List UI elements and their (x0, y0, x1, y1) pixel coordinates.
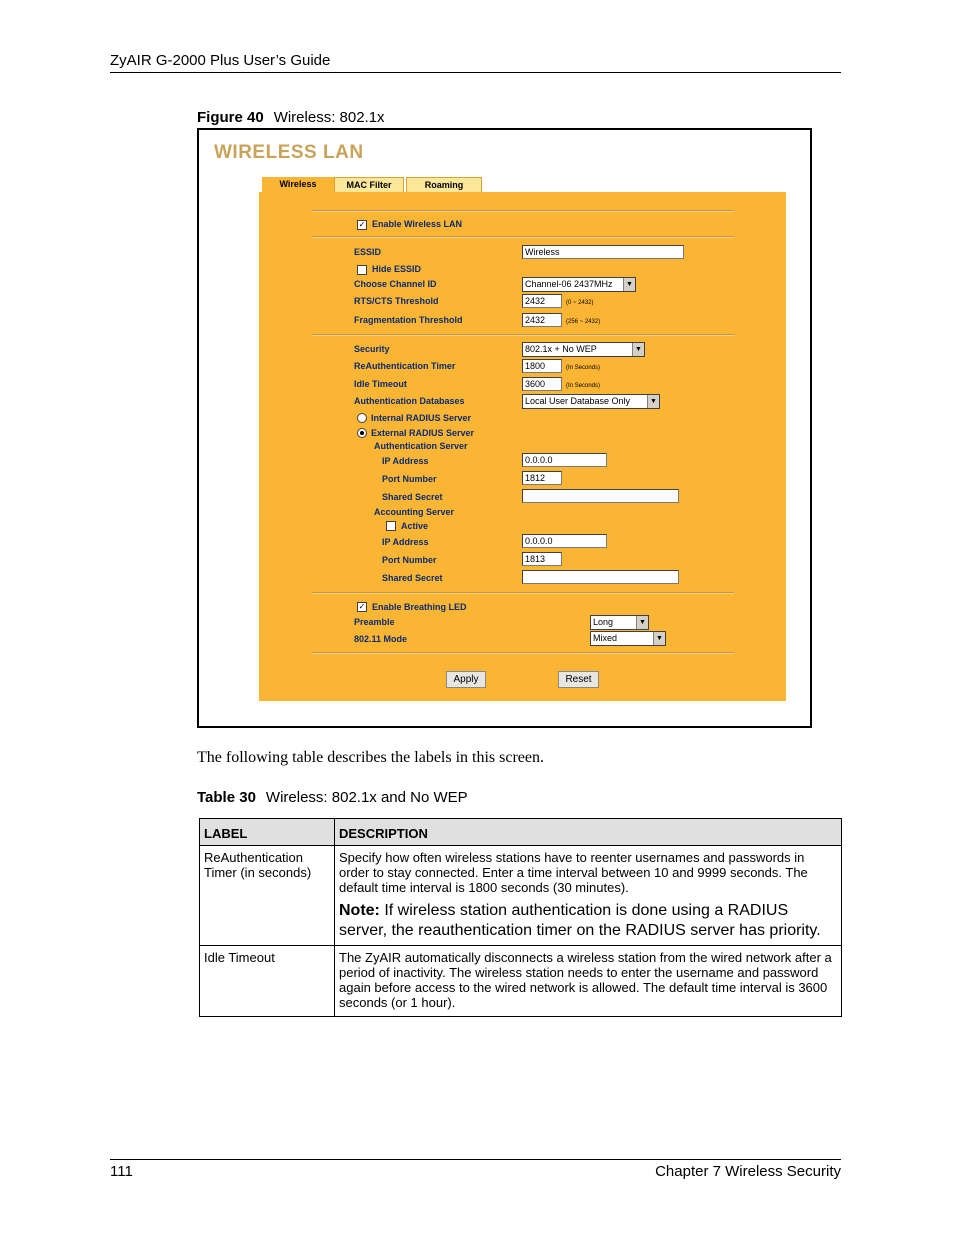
auth-ip-input[interactable]: 0.0.0.0 (522, 453, 607, 467)
chevron-down-icon: ▼ (623, 278, 635, 291)
reauth-timer-hint: (In Seconds) (566, 365, 601, 371)
reset-button[interactable]: Reset (558, 671, 599, 688)
preamble-label: Preamble (354, 617, 395, 627)
header-description: DESCRIPTION (335, 819, 842, 846)
auth-databases-select-value: Local User Database Only (525, 396, 631, 406)
auth-databases-select[interactable] (522, 394, 660, 409)
channel-select-value: Channel-06 2437MHz (525, 279, 613, 289)
mode-select-value: Mixed (593, 633, 618, 643)
security-select-value: 802.1x + No WEP (525, 344, 597, 354)
auth-databases-label: Authentication Databases (354, 396, 465, 406)
chevron-down-icon: ▼ (653, 632, 665, 645)
auth-server-heading: Authentication Server (374, 441, 468, 451)
essid-input[interactable]: Wireless (522, 245, 684, 259)
idle-timeout-input[interactable]: 3600 (522, 377, 562, 391)
tab-roaming[interactable]: Roaming (406, 177, 482, 192)
chevron-down-icon: ▼ (647, 395, 659, 408)
figure-title: Wireless: 802.1x (273, 109, 385, 126)
tab-bar (262, 177, 482, 193)
description-table (199, 818, 842, 1017)
row-description (335, 846, 842, 946)
footer-rule (110, 1159, 841, 1160)
channel-select[interactable] (522, 277, 636, 292)
note-text: If wireless station authentication is done using a RADIUS server, the reauthentication timer on the RADIUS server has priority. (339, 902, 821, 939)
table-title: Wireless: 802.1x and No WEP (265, 789, 468, 806)
note (339, 901, 837, 941)
external-radius-label: External RADIUS Server (371, 428, 475, 438)
security-label: Security (354, 344, 390, 354)
note-label: Note: (339, 902, 380, 919)
chevron-down-icon: ▼ (632, 343, 644, 356)
table-label: Table 30 (197, 789, 256, 806)
acct-port-label: Port Number (382, 555, 437, 565)
fragmentation-threshold-label: Fragmentation Threshold (354, 315, 463, 325)
hide-essid-label: Hide ESSID (372, 264, 422, 274)
rts-threshold-hint: (0 ~ 2432) (566, 300, 594, 306)
auth-secret-input[interactable] (522, 489, 679, 503)
rts-threshold-input[interactable]: 2432 (522, 294, 562, 308)
row-description-text: Specify how often wireless stations have to reenter usernames and passwords in order to stay connected. Enter a time interval between 10 and 9999 seconds. The default time interval is 1800 seconds (30 minutes). (339, 850, 808, 895)
table-row (200, 846, 842, 946)
row-label: Idle Timeout (200, 946, 335, 1017)
preamble-select-value: Long (593, 617, 614, 627)
acct-ip-label: IP Address (382, 537, 429, 547)
screen-title: WIRELESS LAN (214, 142, 364, 163)
figure-caption (197, 109, 385, 126)
auth-ip-label: IP Address (382, 456, 429, 466)
divider (312, 210, 734, 212)
acct-secret-label: Shared Secret (382, 573, 443, 583)
reauth-timer-label: ReAuthentication Timer (354, 361, 456, 371)
table-row (200, 946, 842, 1017)
divider (312, 592, 734, 594)
internal-radius-label: Internal RADIUS Server (371, 413, 472, 423)
apply-button[interactable]: Apply (446, 671, 486, 688)
tab-mac-filter[interactable]: MAC Filter (334, 177, 404, 192)
acct-port-input[interactable]: 1813 (522, 552, 562, 566)
fragmentation-threshold-hint: (256 ~ 2432) (566, 319, 601, 325)
mode-label: 802.11 Mode (354, 634, 408, 644)
rts-threshold-label: RTS/CTS Threshold (354, 296, 439, 306)
acct-active-checkbox[interactable] (386, 521, 396, 531)
reauth-timer-input[interactable]: 1800 (522, 359, 562, 373)
row-label: ReAuthentication Timer (in seconds) (200, 846, 335, 946)
enable-wireless-lan-checkbox[interactable]: ✓ (358, 220, 366, 229)
fragmentation-threshold-input[interactable]: 2432 (522, 313, 562, 327)
settings-panel (259, 192, 786, 701)
divider (312, 652, 734, 654)
header-label: LABEL (200, 819, 335, 846)
radio-selected-dot (360, 431, 364, 435)
running-head: ZyAIR G-2000 Plus User’s Guide (110, 52, 331, 69)
chapter-title: Chapter 7 Wireless Security (655, 1163, 841, 1180)
security-select[interactable] (522, 342, 645, 357)
breathing-led-checkbox[interactable]: ✓ (358, 602, 366, 611)
auth-secret-label: Shared Secret (382, 492, 443, 502)
acct-active-label: Active (401, 521, 429, 531)
table-header-row (200, 819, 842, 846)
acct-secret-input[interactable] (522, 570, 679, 584)
page-number: 111 (110, 1163, 133, 1180)
table-caption (197, 789, 468, 806)
body-paragraph: The following table describes the labels in this screen. (197, 749, 545, 766)
external-radius-radio[interactable] (357, 428, 367, 438)
acct-server-heading: Accounting Server (374, 507, 455, 517)
breathing-led-label: Enable Breathing LED (372, 602, 467, 612)
tab-wireless[interactable]: Wireless (262, 177, 334, 192)
enable-wireless-lan-label: Enable Wireless LAN (372, 219, 462, 229)
preamble-select[interactable] (590, 615, 649, 630)
idle-timeout-hint: (In Seconds) (566, 383, 601, 389)
internal-radius-radio[interactable] (357, 413, 367, 423)
figure-label: Figure 40 (197, 109, 264, 126)
auth-port-label: Port Number (382, 474, 437, 484)
divider (312, 236, 734, 238)
row-description: The ZyAIR automatically disconnects a wireless station from the wired network after a period of inactivity. The wireless station needs to enter the username and password again before access to the wired network is allowed. The default time interval is 3600 seconds (or 1 hour). (335, 946, 842, 1017)
idle-timeout-label: Idle Timeout (354, 379, 407, 389)
acct-ip-input[interactable]: 0.0.0.0 (522, 534, 607, 548)
auth-port-input[interactable]: 1812 (522, 471, 562, 485)
mode-select[interactable] (590, 631, 666, 646)
hide-essid-checkbox[interactable] (357, 265, 367, 275)
chevron-down-icon: ▼ (636, 616, 648, 629)
header-rule (110, 72, 841, 73)
channel-label: Choose Channel ID (354, 279, 437, 289)
divider (312, 334, 734, 336)
essid-label: ESSID (354, 247, 382, 257)
